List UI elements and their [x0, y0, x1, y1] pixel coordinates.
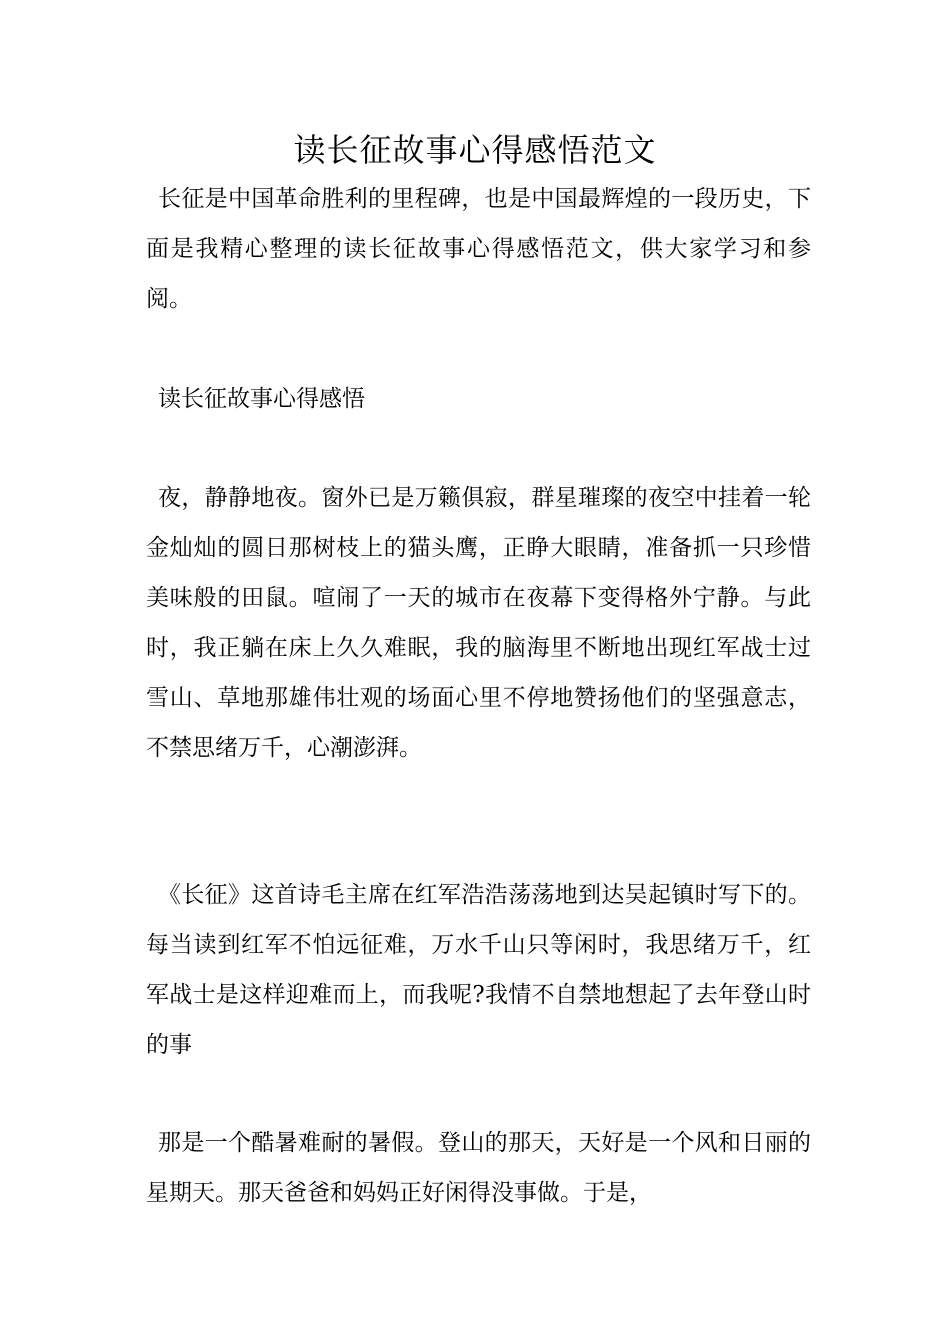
body-paragraph-summer: 那是一个酷暑难耐的暑假。登山的那天，天好是一个风和日丽的星期天。那天爸爸和妈妈正好闲得没事做。于是，	[146, 1130, 811, 1206]
body-paragraph-poem: 《长征》这首诗毛主席在红军浩浩荡荡地到达吴起镇时写下的。每当读到红军不怕远征难，万水千山只等闲时，我思绪万千，红军战士是这样迎难而上，而我呢?我情不自禁地想起了去年登山时的事	[146, 882, 811, 1058]
section-heading: 读长征故事心得感悟	[158, 386, 365, 412]
intro-paragraph: 长征是中国革命胜利的里程碑，也是中国最辉煌的一段历史，下面是我精心整理的读长征故事心得感悟范文，供大家学习和参阅。	[146, 186, 811, 312]
body-paragraph-night: 夜，静静地夜。窗外已是万籁俱寂，群星璀璨的夜空中挂着一轮金灿灿的圆日那树枝上的猫头鹰，正睁大眼睛，准备抓一只珍惜美味般的田鼠。喧闹了一天的城市在夜幕下变得格外宁静。与此时，我正躺在床上久久难眠，我的脑海里不断地出现红军战士过雪山、草地那雄伟壮观的场面心里不停地赞扬他们的坚强意志，不禁思绪万千，心潮澎湃。	[146, 485, 811, 761]
document-title: 读长征故事心得感悟范文	[293, 131, 657, 169]
